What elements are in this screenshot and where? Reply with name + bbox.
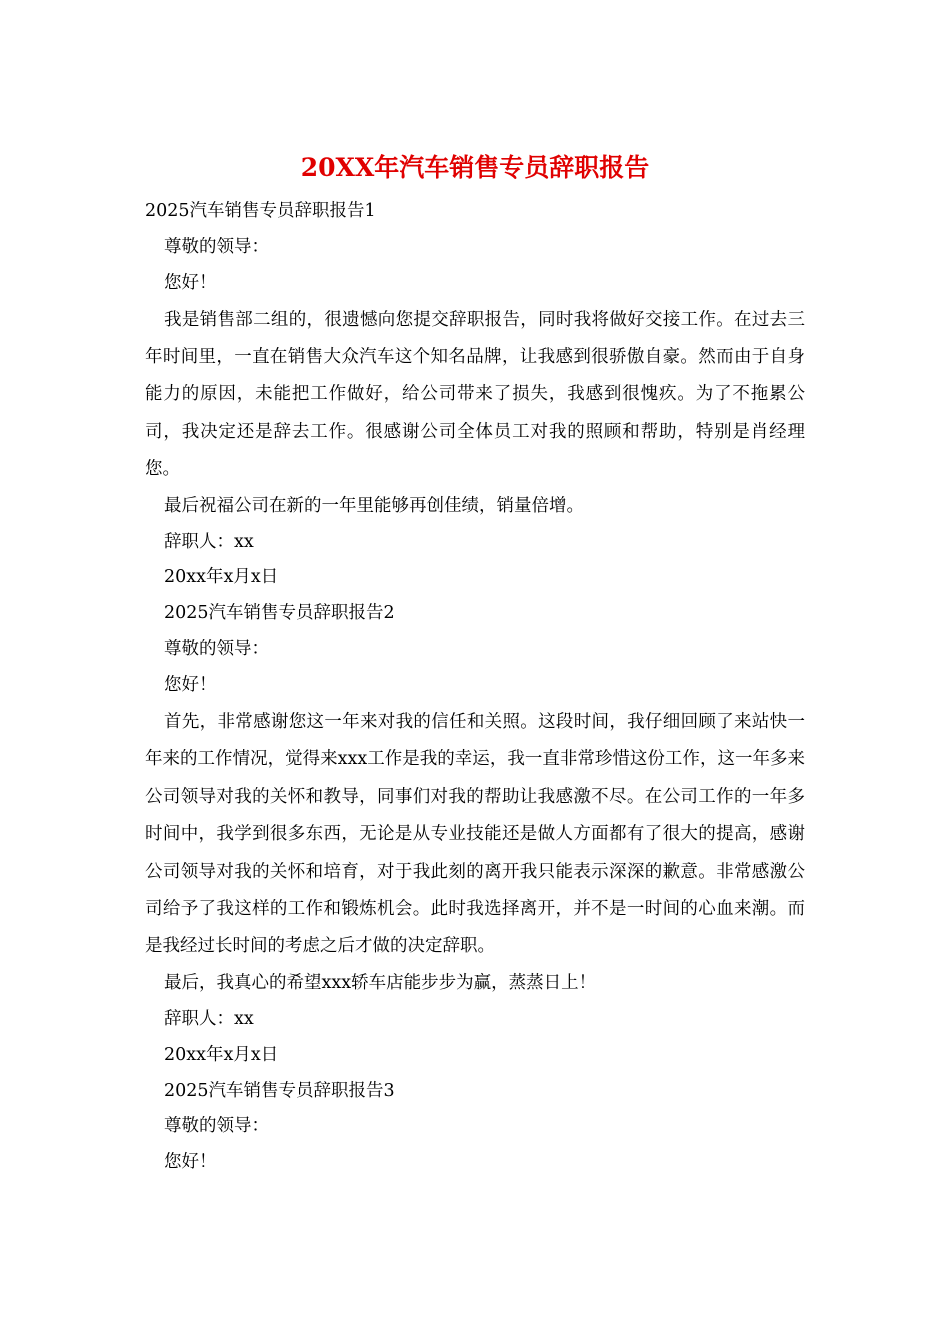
section-2-paragraph-2: 最后，我真心的希望xxx轿车店能步步为赢，蒸蒸日上！	[164, 972, 597, 993]
section-1-date: 20xx年x月x日	[164, 567, 279, 588]
section-2-signer: 辞职人：xx	[164, 1008, 254, 1029]
section-2-greeting: 您好！	[164, 675, 217, 696]
section-1-signer: 辞职人：xx	[164, 531, 254, 552]
section-2-heading: 2025汽车销售专员辞职报告2	[164, 603, 395, 624]
section-1-heading: 2025汽车销售专员辞职报告1	[145, 201, 376, 221]
section-2-date: 20xx年x月x日	[164, 1044, 279, 1065]
document-body	[145, 194, 805, 1181]
section-1-paragraph-1: 我是销售部二组的，很遗憾向您提交辞职报告，同时我将做好交接工作。在过去三年时间里，一直在销售大众汽车这个知名品牌，让我感到很骄傲自豪。然而由于自身能力的原因，未能把工作做好，给公司带来了损失，我感到很愧疚。为了不拖累公司，我决定还是辞去工作。很感谢公司全体员工对我的照顾和帮助，特别是肖经理您。	[145, 309, 805, 480]
section-3-heading: 2025汽车销售专员辞职报告3	[164, 1080, 395, 1101]
section-2-salutation: 尊敬的领导：	[164, 639, 269, 660]
section-1-greeting: 您好！	[164, 272, 217, 293]
document-title: 20XX年汽车销售专员辞职报告	[300, 153, 650, 182]
section-1-paragraph-2: 最后祝福公司在新的一年里能够再创佳绩，销量倍增。	[164, 495, 584, 516]
section-3-salutation: 尊敬的领导：	[164, 1116, 269, 1137]
section-1-salutation: 尊敬的领导：	[164, 236, 269, 257]
section-2-paragraph-1: 首先，非常感谢您这一年来对我的信任和关照。这段时间，我仔细回顾了来站快一年来的工作情况，觉得来xxx工作是我的幸运，我一直非常珍惜这份工作，这一年多来公司领导对我的关怀和教导，同事们对我的帮助让我感激不尽。在公司工作的一年多时间中，我学到很多东西，无论是从专业技能还是做人方面都有了很大的提高，感谢公司领导对我的关怀和培育，对于我此刻的离开我只能表示深深的歉意。非常感激公司给予了我这样的工作和锻炼机会。此时我选择离开，并不是一时间的心血来潮。而是我经过长时间的考虑之后才做的决定辞职。	[145, 712, 805, 957]
section-3-greeting: 您好！	[164, 1152, 217, 1173]
